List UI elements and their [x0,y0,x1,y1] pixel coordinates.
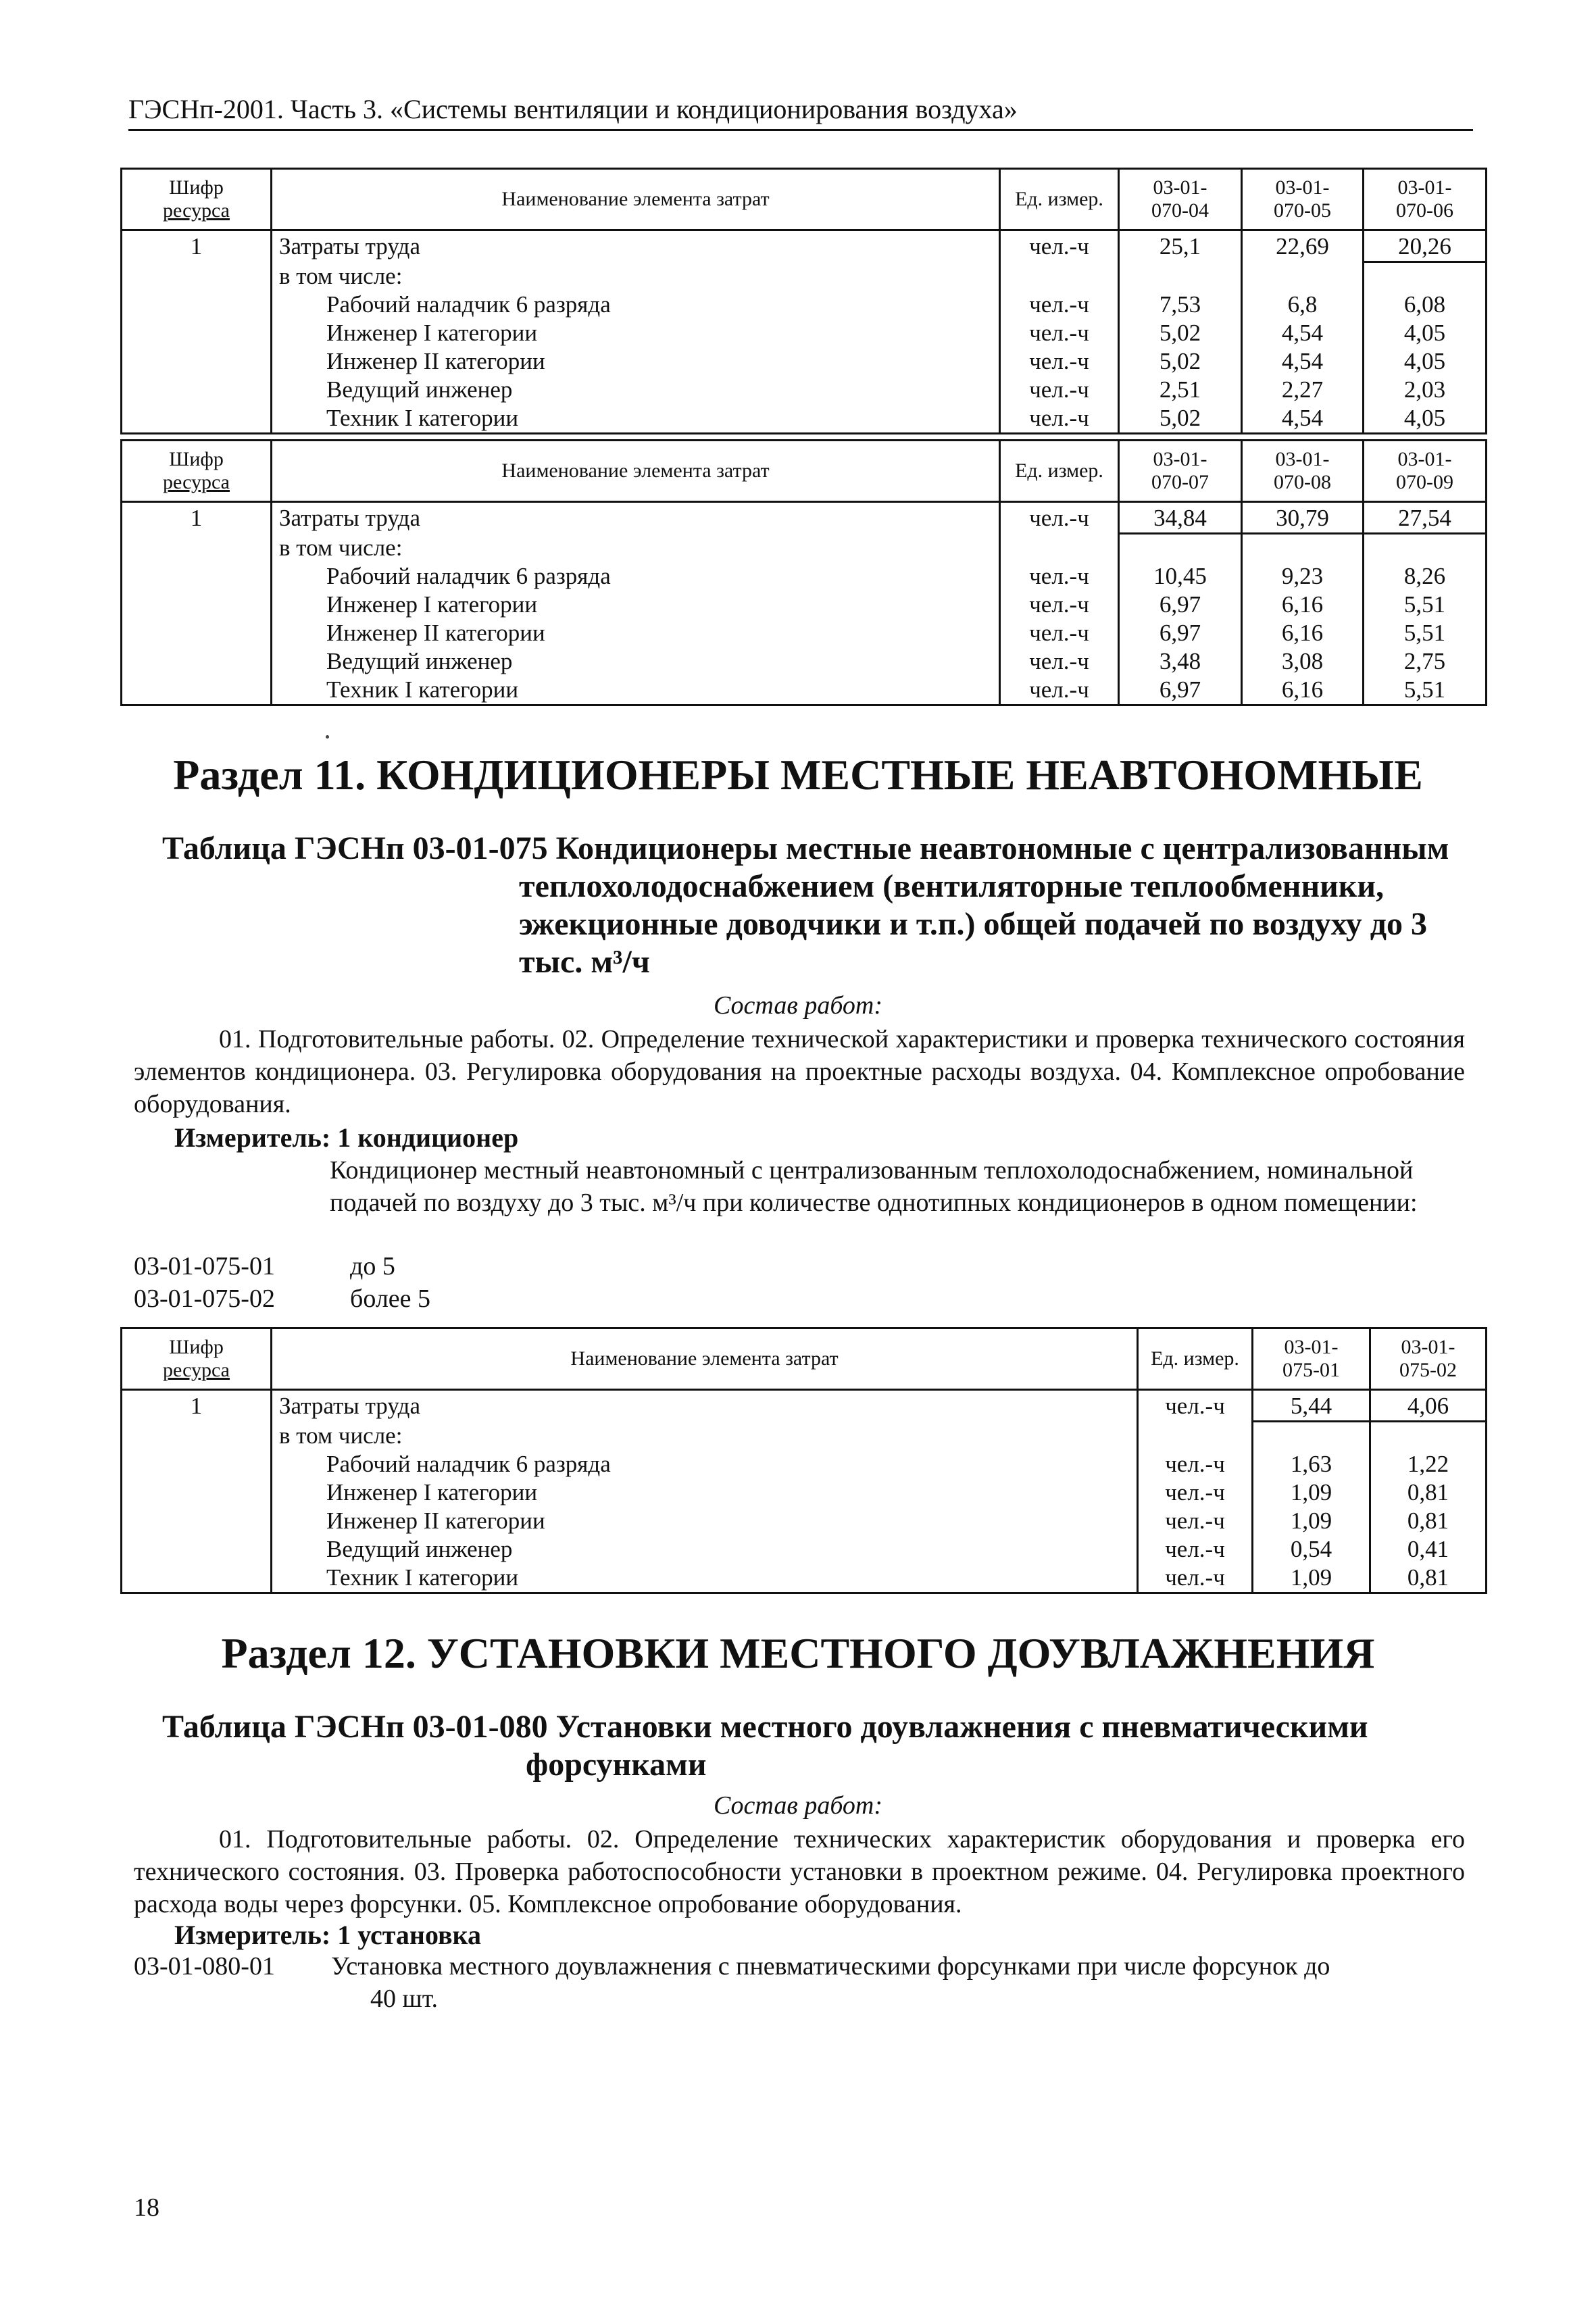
header-norm-code: 03-01- 070-06 [1364,169,1487,230]
item-description: Кондиционер местный неавтономный с централизованным теплохолодоснабжением, номинальной подачей по воздуху до 3 тыс. м³/ч при количестве однотипных кондиционеров в одном помещении: [330,1156,1418,1217]
table-row: Инженер II категории чел.-ч 1,09 0,81 [122,1507,1487,1535]
header-norm-code: 03-01- 075-02 [1370,1328,1487,1390]
table-row: в том числе: [122,534,1487,562]
header-norm-code: 03-01- 070-09 [1364,441,1487,502]
table-row: Ведущий инженер чел.-ч 3,48 3,08 2,75 [122,647,1487,676]
meter-label: Измеритель: 1 установка [174,1920,481,1950]
table-row: Инженер I категории чел.-ч 1,09 0,81 [122,1478,1487,1507]
header-resource-code: Шифр ресурса [122,169,272,230]
header-cost-element: Наименование элемента затрат [272,441,1000,502]
page-number: 18 [134,2193,159,2222]
table-row: в том числе: [122,262,1487,291]
header-unit: Ед. измер. [1000,169,1119,230]
works-description: 01. Подготовительные работы. 02. Определение технической характеристики и проверка технического состояния элементов кондиционера. 03. Регулировка оборудования на проектные расходы воздуха. 04. Комплексное опробование оборудования. [134,1025,1465,1118]
table-row: 1 Затраты труда чел.-ч 25,1 22,69 20,26 [122,230,1487,262]
scan-speck [326,735,329,739]
section-12-title: Раздел 12. УСТАНОВКИ МЕСТНОГО ДОУВЛАЖНЕНИЯ [221,1629,1375,1677]
header-norm-code: 03-01- 075-01 [1253,1328,1370,1390]
norm-item: 03-01-075-02 более 5 [134,1285,431,1313]
table-row: Рабочий наладчик 6 разряда чел.-ч 10,45 9,23 8,26 [122,562,1487,591]
table-row: 1 Затраты труда чел.-ч 5,44 4,06 [122,1390,1487,1422]
header-cost-element: Наименование элемента затрат [272,1328,1138,1390]
table-row: Ведущий инженер чел.-ч 0,54 0,41 [122,1535,1487,1564]
table-row: Инженер II категории чел.-ч 5,02 4,54 4,05 [122,347,1487,376]
running-header: ГЭСНп-2001. Часть 3. «Системы вентиляции и кондиционирования воздуха» [128,93,1473,131]
header-norm-code: 03-01- 070-08 [1242,441,1364,502]
header-norm-code: 03-01- 070-04 [1119,169,1242,230]
composition-label: Состав работ: [713,1791,883,1820]
works-description: 01. Подготовительные работы. 02. Определение технических характеристик оборудования и проверка его технического состояния. 03. Проверка работоспособности установки в проектном режиме. 04. Регулировка проектного расхода воды через форсунки. 05. Комплексное опробование оборудования. [134,1825,1465,1918]
labor-table-070-04-06 [120,168,1487,434]
table-row: 1 Затраты труда чел.-ч 34,84 30,79 27,54 [122,502,1487,534]
norm-item-continuation: 40 шт. [370,1985,439,2013]
header-unit: Ед. измер. [1138,1328,1253,1390]
meter-label: Измеритель: 1 кондиционер [174,1122,519,1153]
header-resource-code: Шифр ресурса [122,1328,272,1390]
norm-item: 03-01-080-01 Установка местного доувлажнения с пневматическими форсунками при числе форсунок до [134,1952,1330,1981]
table-row: Рабочий наладчик 6 разряда чел.-ч 1,63 1,22 [122,1450,1487,1478]
section-11-title: Раздел 11. КОНДИЦИОНЕРЫ МЕСТНЫЕ НЕАВТОНОМНЫЕ [173,751,1423,799]
table-row: Рабочий наладчик 6 разряда чел.-ч 7,53 6,8 6,08 [122,291,1487,319]
table-row: Техник I категории чел.-ч 6,97 6,16 5,51 [122,676,1487,705]
table-075-title: Таблица ГЭСНп 03-01-075 Кондиционеры местные неавтономные с централизованным теплохолодоснабжением (вентиляторные теплообменники, эжекционные доводчики и т.п.) общей подачей по воздуху до 3 тыс. м³/ч [162,830,1449,980]
labor-table-075-01-02 [120,1327,1487,1594]
norm-item: 03-01-075-01 до 5 [134,1252,395,1280]
table-row: Инженер I категории чел.-ч 5,02 4,54 4,05 [122,319,1487,347]
labor-table-070-07-09 [120,439,1487,706]
header-cost-element: Наименование элемента затрат [272,169,1000,230]
composition-label: Состав работ: [713,991,883,1020]
table-row: Ведущий инженер чел.-ч 2,51 2,27 2,03 [122,376,1487,404]
header-resource-code: Шифр ресурса [122,441,272,502]
header-norm-code: 03-01- 070-07 [1119,441,1242,502]
table-row: Техник I категории чел.-ч 5,02 4,54 4,05 [122,404,1487,434]
table-row: Инженер I категории чел.-ч 6,97 6,16 5,51 [122,591,1487,619]
table-row: Инженер II категории чел.-ч 6,97 6,16 5,51 [122,619,1487,647]
table-row: Техник I категории чел.-ч 1,09 0,81 [122,1564,1487,1593]
header-norm-code: 03-01- 070-05 [1242,169,1364,230]
table-080-title: Таблица ГЭСНп 03-01-080 Установки местного доувлажнения с пневматическими форсунками [162,1709,1368,1783]
header-unit: Ед. измер. [1000,441,1119,502]
table-row: в том числе: [122,1422,1487,1450]
